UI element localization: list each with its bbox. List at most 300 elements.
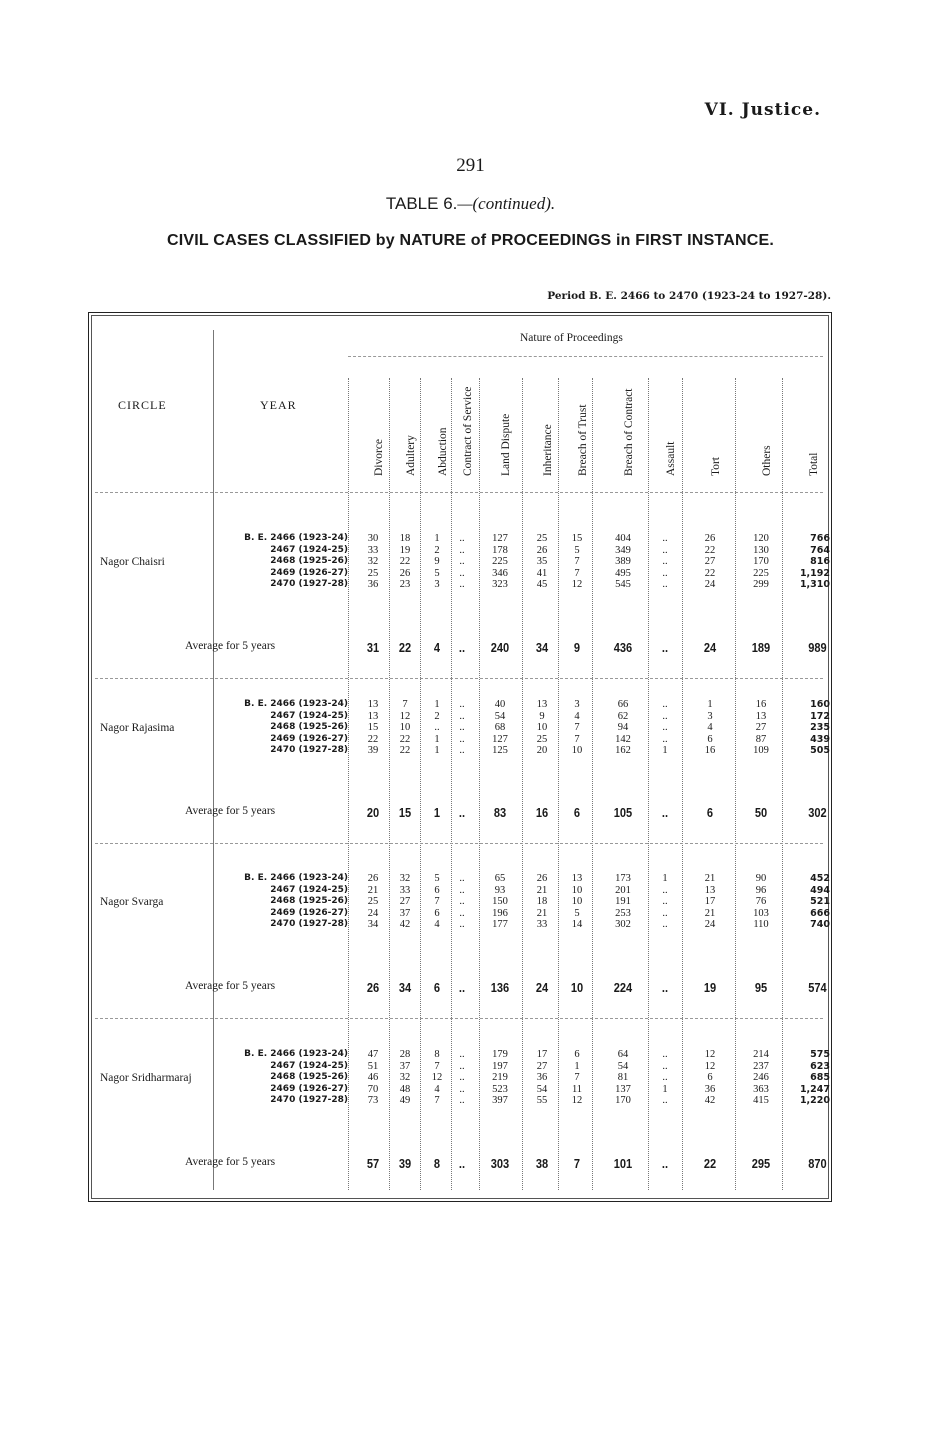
value-cell: 21 <box>704 873 716 884</box>
value-cell: .. <box>459 745 465 757</box>
average-cell: 224 <box>613 980 633 995</box>
column-header-label: Abduction <box>437 427 449 476</box>
value-cell: 246 <box>753 1072 769 1084</box>
column-header <box>795 378 821 488</box>
value-cell: .. <box>662 710 668 722</box>
average-cell: 870 <box>808 1156 827 1171</box>
average-cell: 302 <box>808 805 827 820</box>
value-cell: 9 <box>539 710 545 722</box>
table-row <box>0 556 941 567</box>
value-cell: .. <box>459 919 465 931</box>
column-header <box>610 378 636 488</box>
year-cell: 2468 (1925-26) <box>270 1072 348 1083</box>
column-header <box>392 378 418 488</box>
value-cell: 1,310 <box>799 579 830 591</box>
value-cell: 26 <box>536 873 548 884</box>
average-cell: .. <box>458 805 466 820</box>
page-number: 291 <box>456 155 485 176</box>
value-cell: 415 <box>753 1095 769 1107</box>
value-cell: 4 <box>434 1083 440 1095</box>
group-divider <box>95 843 823 844</box>
average-cell: 303 <box>490 1156 510 1171</box>
year-cell: 2470 (1927-28) <box>270 1095 348 1106</box>
value-cell: 12 <box>571 579 583 591</box>
value-cell: 41 <box>536 567 548 579</box>
value-cell: .. <box>459 579 465 591</box>
value-cell: 40 <box>494 699 506 710</box>
table-row <box>0 885 941 896</box>
value-cell: 6 <box>707 733 713 745</box>
value-cell: .. <box>662 1095 668 1107</box>
value-cell: 5 <box>574 544 580 556</box>
value-cell: 177 <box>492 919 508 931</box>
value-cell: 54 <box>494 710 506 722</box>
average-cell: 6 <box>706 805 714 820</box>
value-cell: 46 <box>367 1072 379 1084</box>
average-cell: 38 <box>535 1156 549 1171</box>
value-cell: 33 <box>367 544 379 556</box>
average-label: Average for 5 years <box>185 1156 276 1168</box>
average-cell: 1 <box>433 805 441 820</box>
value-cell: 14 <box>571 919 583 931</box>
year-cell: 2467 (1924-25) <box>270 884 348 895</box>
table-row <box>0 1084 941 1095</box>
value-cell: 39 <box>367 745 379 757</box>
value-cell: 27 <box>755 722 767 734</box>
value-cell: 253 <box>615 907 631 919</box>
value-cell: 172 <box>810 710 830 722</box>
value-cell: 1,192 <box>799 567 830 579</box>
value-cell: 179 <box>492 1049 508 1060</box>
value-cell: 27 <box>704 556 716 568</box>
value-cell: 21 <box>704 907 716 919</box>
average-row <box>0 980 941 996</box>
value-cell: 36 <box>367 579 379 591</box>
table-row <box>0 545 941 556</box>
average-cell: .. <box>458 1156 466 1171</box>
table-row <box>0 722 941 733</box>
value-cell: 15 <box>571 533 583 544</box>
value-cell: 7 <box>402 699 408 710</box>
value-cell: 7 <box>434 1095 440 1107</box>
value-cell: 26 <box>704 533 716 544</box>
value-cell: .. <box>459 533 465 544</box>
value-cell: 173 <box>615 873 631 884</box>
value-cell: 27 <box>399 896 411 908</box>
average-cell: .. <box>458 640 466 655</box>
value-cell: 10 <box>399 722 411 734</box>
value-cell: .. <box>459 884 465 896</box>
value-cell: 4 <box>574 710 580 722</box>
value-cell: 2 <box>434 544 440 556</box>
column-header <box>360 378 386 488</box>
value-cell: 18 <box>399 533 411 544</box>
period-line: Period B. E. 2466 to 2470 (1923-24 to 1927-28). <box>547 290 831 302</box>
table-row <box>0 873 941 884</box>
value-cell: 6 <box>707 1072 713 1084</box>
value-cell: 81 <box>617 1072 629 1084</box>
average-cell: 26 <box>366 980 380 995</box>
value-cell: 178 <box>492 544 508 556</box>
value-cell: 1 <box>434 745 440 757</box>
average-cell: .. <box>661 805 669 820</box>
value-cell: 26 <box>536 544 548 556</box>
value-cell: 42 <box>704 1095 716 1107</box>
value-cell: 452 <box>810 873 830 884</box>
table-row <box>0 919 941 930</box>
value-cell: 13 <box>536 699 548 710</box>
year-cell: B. E. 2466 (1923-24) <box>244 699 348 709</box>
table-row <box>0 896 941 907</box>
value-cell: 109 <box>753 745 769 757</box>
average-cell: .. <box>661 980 669 995</box>
value-cell: 5 <box>434 567 440 579</box>
value-cell: 68 <box>494 722 506 734</box>
average-cell: 101 <box>613 1156 633 1171</box>
value-cell: 12 <box>704 1060 716 1072</box>
value-cell: 35 <box>536 556 548 568</box>
table-row <box>0 711 941 722</box>
value-cell: 6 <box>434 884 440 896</box>
value-cell: .. <box>459 896 465 908</box>
value-cell: 25 <box>536 533 548 544</box>
value-cell: .. <box>459 733 465 745</box>
value-cell: 33 <box>399 884 411 896</box>
value-cell: 225 <box>753 567 769 579</box>
value-cell: 1 <box>662 1083 668 1095</box>
circle-name: Nagor Svarga <box>100 896 164 908</box>
value-cell: 25 <box>367 567 379 579</box>
value-cell: 4 <box>434 919 440 931</box>
value-cell: 16 <box>704 745 716 757</box>
value-cell: 6 <box>574 1049 580 1060</box>
year-cell: 2467 (1924-25) <box>270 1060 348 1071</box>
value-cell: 87 <box>755 733 767 745</box>
value-cell: 120 <box>753 533 769 544</box>
rule-nature <box>348 356 823 357</box>
value-cell: 15 <box>367 722 379 734</box>
value-cell: .. <box>459 1083 465 1095</box>
value-cell: 389 <box>615 556 631 568</box>
value-cell: 150 <box>492 896 508 908</box>
value-cell: 225 <box>492 556 508 568</box>
value-cell: .. <box>662 544 668 556</box>
column-header-label: Breach of Contract <box>623 388 635 476</box>
value-cell: 10 <box>571 896 583 908</box>
value-cell: .. <box>662 722 668 734</box>
value-cell: .. <box>662 567 668 579</box>
value-cell: 5 <box>574 907 580 919</box>
value-cell: 4 <box>707 722 713 734</box>
average-cell: 4 <box>433 640 441 655</box>
table-row <box>0 579 941 590</box>
column-header-label: Total <box>808 452 820 476</box>
value-cell: .. <box>662 733 668 745</box>
average-label: Average for 5 years <box>185 640 276 652</box>
value-cell: 2 <box>434 710 440 722</box>
column-header <box>748 378 774 488</box>
column-header-label: Others <box>761 445 773 476</box>
value-cell: 439 <box>810 733 830 745</box>
average-cell: 15 <box>398 805 412 820</box>
value-cell: .. <box>459 556 465 568</box>
value-cell: 12 <box>704 1049 716 1060</box>
value-cell: 19 <box>399 544 411 556</box>
value-cell: 32 <box>399 1072 411 1084</box>
column-header-label: Assault <box>665 441 677 476</box>
value-cell: 27 <box>536 1060 548 1072</box>
column-header-label: Inheritance <box>542 424 554 476</box>
value-cell: 3 <box>707 710 713 722</box>
value-cell: 7 <box>574 733 580 745</box>
average-cell: 8 <box>433 1156 441 1171</box>
average-row <box>0 640 941 656</box>
value-cell: 137 <box>615 1083 631 1095</box>
group-divider <box>95 678 823 679</box>
value-cell: 17 <box>536 1049 548 1060</box>
value-cell: 20 <box>536 745 548 757</box>
value-cell: 1 <box>662 873 668 884</box>
year-cell: 2469 (1926-27) <box>270 907 348 918</box>
nature-header: Nature of Proceedings <box>520 332 623 344</box>
value-cell: 62 <box>617 710 629 722</box>
value-cell: 64 <box>617 1049 629 1060</box>
value-cell: .. <box>459 699 465 710</box>
value-cell: 160 <box>810 699 830 710</box>
value-cell: 70 <box>367 1083 379 1095</box>
table-row <box>0 908 941 919</box>
value-cell: 24 <box>704 579 716 591</box>
value-cell: 90 <box>755 873 767 884</box>
value-cell: .. <box>459 722 465 734</box>
value-cell: 65 <box>494 873 506 884</box>
value-cell: 22 <box>704 567 716 579</box>
average-cell: 19 <box>703 980 717 995</box>
average-label: Average for 5 years <box>185 805 276 817</box>
value-cell: 110 <box>753 919 769 931</box>
value-cell: 55 <box>536 1095 548 1107</box>
value-cell: 1,247 <box>799 1083 830 1095</box>
value-cell: .. <box>662 1060 668 1072</box>
value-cell: 219 <box>492 1072 508 1084</box>
average-cell: 295 <box>751 1156 771 1171</box>
value-cell: 197 <box>492 1060 508 1072</box>
table-row <box>0 734 941 745</box>
value-cell: 5 <box>434 873 440 884</box>
year-cell: 2470 (1927-28) <box>270 745 348 756</box>
value-cell: 22 <box>704 544 716 556</box>
value-cell: 22 <box>399 556 411 568</box>
value-cell: 24 <box>704 919 716 931</box>
column-header <box>564 378 590 488</box>
value-cell: 21 <box>536 884 548 896</box>
table-row <box>0 699 941 710</box>
value-cell: .. <box>459 710 465 722</box>
average-cell: 574 <box>808 980 827 995</box>
circle-name: Nagor Rajasima <box>100 722 175 734</box>
value-cell: 6 <box>434 907 440 919</box>
value-cell: 12 <box>399 710 411 722</box>
value-cell: 397 <box>492 1095 508 1107</box>
value-cell: 12 <box>431 1072 443 1084</box>
value-cell: .. <box>662 1049 668 1060</box>
value-cell: 49 <box>399 1095 411 1107</box>
average-cell: 6 <box>573 805 581 820</box>
column-header <box>652 378 678 488</box>
value-cell: 766 <box>810 533 830 544</box>
average-cell: 7 <box>573 1156 581 1171</box>
column-header <box>449 378 475 488</box>
value-cell: 36 <box>704 1083 716 1095</box>
value-cell: 523 <box>492 1083 508 1095</box>
column-header-label: Tort <box>710 457 722 476</box>
value-cell: .. <box>662 556 668 568</box>
year-cell: 2470 (1927-28) <box>270 919 348 930</box>
value-cell: 94 <box>617 722 629 734</box>
table-row <box>0 533 941 544</box>
table-title-suffix: —(continued). <box>457 194 556 213</box>
value-cell: 37 <box>399 1060 411 1072</box>
value-cell: 23 <box>399 579 411 591</box>
average-cell: 34 <box>535 640 549 655</box>
column-header-label: Contract of Service <box>462 386 474 476</box>
table-row <box>0 568 941 579</box>
value-cell: .. <box>434 722 440 734</box>
value-cell: 76 <box>755 896 767 908</box>
value-cell: 42 <box>399 919 411 931</box>
value-cell: .. <box>459 1049 465 1060</box>
average-row <box>0 1156 941 1172</box>
value-cell: 666 <box>810 907 830 919</box>
value-cell: 237 <box>753 1060 769 1072</box>
value-cell: 130 <box>753 544 769 556</box>
value-cell: 12 <box>571 1095 583 1107</box>
value-cell: 3 <box>574 699 580 710</box>
table-row <box>0 1061 941 1072</box>
value-cell: 127 <box>492 733 508 745</box>
column-header-label: Breach of Trust <box>577 404 589 476</box>
value-cell: 10 <box>571 745 583 757</box>
rule-header <box>95 492 823 493</box>
column-header-label: Adultery <box>405 435 417 476</box>
value-cell: 13 <box>704 884 716 896</box>
value-cell: 349 <box>615 544 631 556</box>
value-cell: 22 <box>367 733 379 745</box>
value-cell: 191 <box>615 896 631 908</box>
year-header: YEAR <box>260 398 297 412</box>
average-cell: 436 <box>613 640 633 655</box>
value-cell: 11 <box>571 1083 583 1095</box>
average-cell: 31 <box>366 640 380 655</box>
value-cell: 32 <box>367 556 379 568</box>
average-cell: 6 <box>433 980 441 995</box>
value-cell: 25 <box>367 896 379 908</box>
value-cell: 10 <box>536 722 548 734</box>
value-cell: 26 <box>367 873 379 884</box>
value-cell: 623 <box>810 1060 830 1072</box>
value-cell: 18 <box>536 896 548 908</box>
value-cell: .. <box>662 919 668 931</box>
value-cell: 201 <box>615 884 631 896</box>
value-cell: 7 <box>434 1060 440 1072</box>
value-cell: 346 <box>492 567 508 579</box>
value-cell: 21 <box>367 884 379 896</box>
value-cell: 1 <box>434 533 440 544</box>
value-cell: 299 <box>753 579 769 591</box>
value-cell: 7 <box>574 1072 580 1084</box>
average-label: Average for 5 years <box>185 980 276 992</box>
value-cell: 66 <box>617 699 629 710</box>
value-cell: 495 <box>615 567 631 579</box>
value-cell: 170 <box>615 1095 631 1107</box>
average-cell: .. <box>661 1156 669 1171</box>
value-cell: 1,220 <box>799 1095 830 1107</box>
column-header <box>424 378 450 488</box>
value-cell: 505 <box>810 745 830 757</box>
average-cell: 24 <box>535 980 549 995</box>
year-cell: 2467 (1924-25) <box>270 544 348 555</box>
average-cell: 10 <box>570 980 584 995</box>
average-cell: 240 <box>490 640 510 655</box>
value-cell: 103 <box>753 907 769 919</box>
average-cell: 83 <box>493 805 507 820</box>
value-cell: 47 <box>367 1049 379 1060</box>
section-header: VI. Justice. <box>704 100 821 120</box>
year-cell: B. E. 2466 (1923-24) <box>244 1049 348 1059</box>
average-cell: 189 <box>751 640 771 655</box>
average-cell: 105 <box>613 805 633 820</box>
table-row <box>0 745 941 756</box>
value-cell: 685 <box>810 1072 830 1084</box>
value-cell: 96 <box>755 884 767 896</box>
value-cell: 33 <box>536 919 548 931</box>
value-cell: 7 <box>434 896 440 908</box>
value-cell: 1 <box>434 699 440 710</box>
year-cell: B. E. 2466 (1923-24) <box>244 533 348 543</box>
average-cell: .. <box>458 980 466 995</box>
table-subtitle: CIVIL CASES CLASSIFIED by NATURE of PROCEEDINGS in FIRST INSTANCE. <box>166 232 775 249</box>
value-cell: 45 <box>536 579 548 591</box>
value-cell: 13 <box>367 699 379 710</box>
value-cell: 125 <box>492 745 508 757</box>
average-cell: 39 <box>398 1156 412 1171</box>
value-cell: 3 <box>434 579 440 591</box>
table-title-prefix: TABLE 6. <box>385 194 458 213</box>
value-cell: 24 <box>367 907 379 919</box>
value-cell: 404 <box>615 533 631 544</box>
value-cell: .. <box>662 884 668 896</box>
value-cell: 13 <box>571 873 583 884</box>
year-cell: 2467 (1924-25) <box>270 710 348 721</box>
value-cell: 25 <box>536 733 548 745</box>
value-cell: 494 <box>810 884 830 896</box>
value-cell: 36 <box>536 1072 548 1084</box>
table-row <box>0 1095 941 1106</box>
value-cell: 575 <box>810 1049 830 1060</box>
value-cell: 170 <box>753 556 769 568</box>
average-cell: 136 <box>490 980 510 995</box>
value-cell: 816 <box>810 556 830 568</box>
value-cell: 8 <box>434 1049 440 1060</box>
value-cell: .. <box>459 1072 465 1084</box>
column-header <box>697 378 723 488</box>
value-cell: 7 <box>574 567 580 579</box>
average-cell: 95 <box>754 980 768 995</box>
circle-header: CIRCLE <box>118 398 167 412</box>
column-header <box>529 378 555 488</box>
average-cell: 22 <box>398 640 412 655</box>
value-cell: 162 <box>615 745 631 757</box>
